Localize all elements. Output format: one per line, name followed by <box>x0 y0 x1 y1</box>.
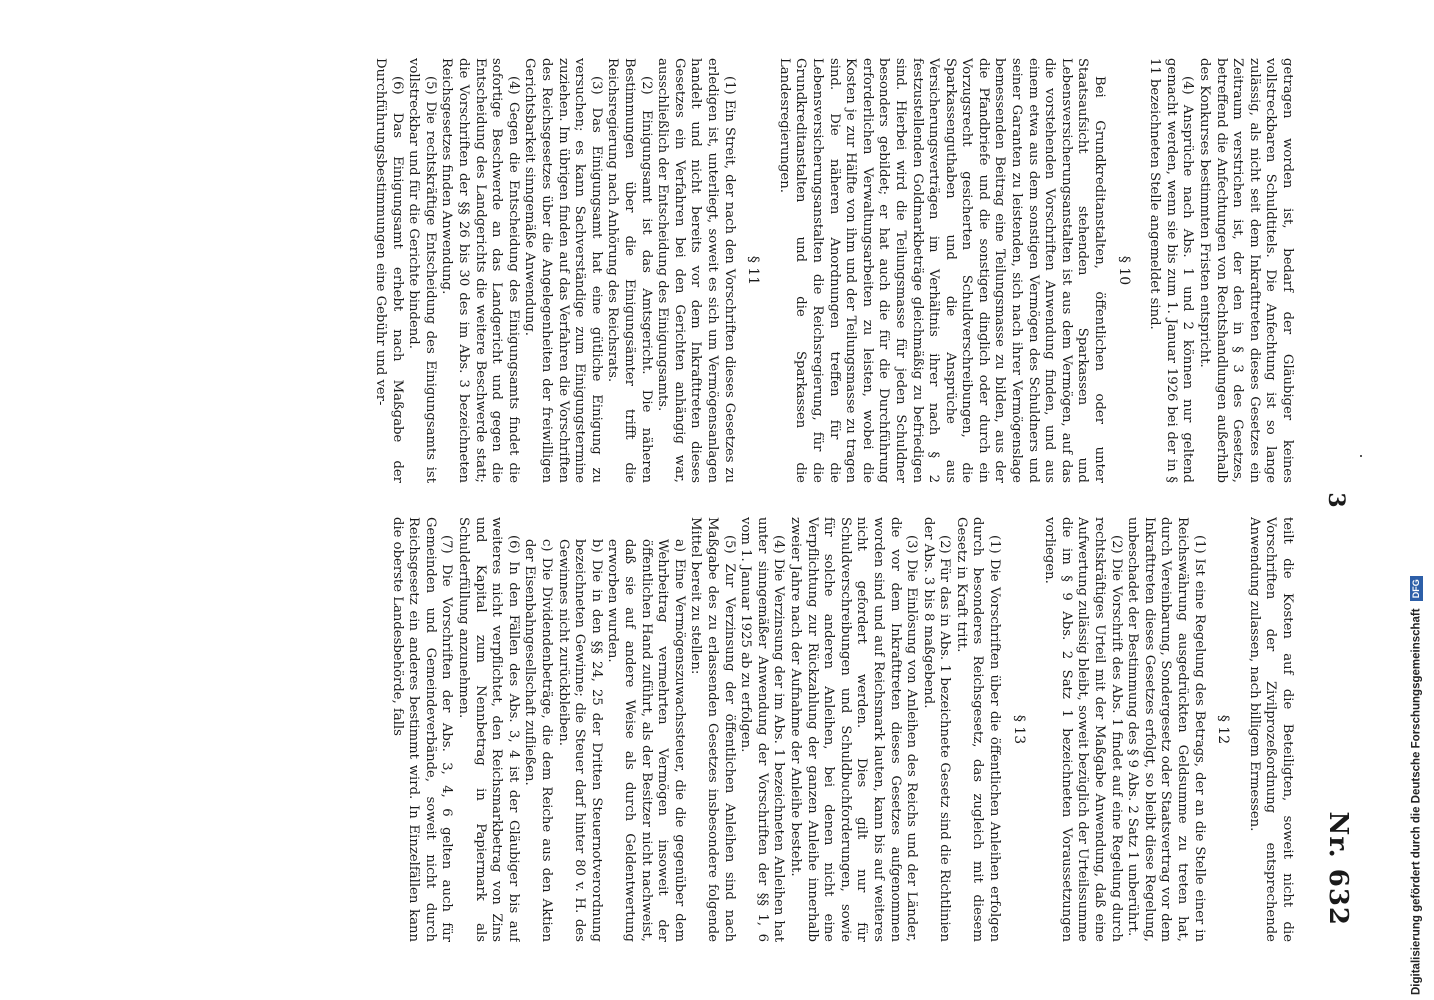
paragraph: teilt die Kosten auf die Beteiligten, soweit nicht die Vorschriften der Zivilprozeßordnung entsprechende Anwendung zulassen, nach billigem Ermessen. <box>1246 517 1295 942</box>
page-header <box>1295 58 1355 942</box>
paragraph: (4) Die Verzinsung der im Abs. 1 bezeichneten Anleihen hat unter sinngemäßer Anwendung der Vorschriften der §§ 1, 6 vom 1. Januar 1925 ab zu erfolgen. <box>738 517 787 942</box>
column-left <box>40 58 1295 483</box>
paragraph: (6) Das Einigungsamt erhebt nach Maßgabe der Durchführungsbestimmungen eine Gebühr und ver- <box>373 58 405 483</box>
section-heading: § 10 <box>1115 255 1132 286</box>
paragraph: (2) Die Vorschrift des Abs. 1 findet auf eine Regelung durch rechtskräftiges Urteil mit der Maßgabe Anwendung, daß eine Aufwertung zulässig bleibt, soweit bezüglich der Urteilssumme die im § 9 Abs. 2 Satz 1 bezeichneten Voraussetzungen vorliegen. <box>1042 517 1124 942</box>
scan-speck <box>1360 455 1362 457</box>
issue-number: Nr. 632 <box>1323 811 1353 926</box>
digitization-note <box>1410 576 1423 995</box>
page-number: 3 <box>1323 492 1349 508</box>
dfg-logo-icon: DFG <box>1410 576 1423 601</box>
section-heading: § 11 <box>745 255 762 286</box>
paragraph: (5) Die rechtskräftige Entscheidung des Einigungsamts ist vollstreckbar und für die Gerichte bindend. <box>406 58 438 483</box>
paragraph: getragen worden ist, bedarf der Gläubiger keines vollstreckbaren Schuldtitels. Die Anfechtung ist so lange zulässig, als nicht seit dem Inkrafttreten dieses Gesetzes ein Zeitraum verstrichen ist, der den in § 3 des Gesetzes, betreffend die Anfechtungen von Rechtshandlungen außerhalb des Konkurses bestimmten Fristen entspricht. <box>1197 58 1295 483</box>
list-item: b) Die in den §§ 24, 25 der Dritten Steuernotverordnung bezeichneten Gewinne; die Steuer darf hinter 80 v. H. des Gewinnes nicht zurückbleiben. <box>555 539 604 942</box>
list-item: c) Die Dividendenbeträge, die dem Reiche aus den Aktien der Eisenbahngesellschaft zufließen. <box>522 539 555 942</box>
paragraph: (2) Einigungsamt ist das Amtsgericht. Die näheren Bestimmungen über die Einigungsämter trifft die Reichsregierung nach Anhörung des Reichsrats. <box>605 58 654 483</box>
paragraph: (5) Zur Verzinsung der öffentlichen Anleihen sind nach Maßgabe des zu erlassenden Gesetzes insbesondere folgende Mittel bereit zu stellen: <box>688 517 737 942</box>
digitization-note-text: Digitalisierung gefördert durch die Deutsche Forschungsgemeinschaft <box>1410 608 1423 995</box>
paragraph: (6) In den Fällen des Abs. 3, 4 ist der Gläubiger bis auf weiteres nicht verpflichtet, den Reichsmarkbetrag von Zins und Kapital zum Nennbetrag in Papiermark als Schulderfüllung anzunehmen. <box>456 517 521 942</box>
section-heading: § 13 <box>1010 714 1027 745</box>
list-item: a) Eine Vermögenszuwachssteuer, die die gegenüber dem Wehrbeitrag vermehrten Vermögen insoweit der öffentlichen Hand zuführt, als der Besitzer nicht nachweist, daß sie auf andere Weise als durch Geldentwertung erworben wurden. <box>605 539 687 942</box>
section-heading: § 12 <box>1215 714 1232 745</box>
paragraph: (1) Ein Streit, der nach den Vorschriften dieses Gesetzes zu erledigen ist, unterliegt, soweit es sich um Vermögensanlagen handelt und nicht bereits vor dem Inkrafttreten dieses Gesetzes ein Verfahren bei den Gerichten anhängig war, ausschließlich der Entscheidung des Einigungsamts. <box>655 58 737 483</box>
paragraph: (1) Die Vorschriften über die öffentlichen Anleihen erfolgen durch besonderes Reichsgesetz, das zugleich mit diesem Gesetz in Kraft tritt. <box>953 517 1003 942</box>
paragraph: (4) Gegen die Entscheidung des Einigungsamts findet die sofortige Beschwerde an das Landgericht und gegen die Entscheidung des Landgerichts die weitere Beschwerde statt; die Vorschriften der §§ 26 bis 30 des im Abs. 3 bezeichneten Reichsgesetzes finden Anwendung. <box>439 58 521 483</box>
paragraph: Bei Grundkreditanstalten, öffentlichen oder unter Staatsaufsicht stehenden Sparkassen und Lebensversicherungsanstalten ist aus dem Vermögen, auf das die vorstehenden Vorschriften Anwendung finden, und aus einem etwa aus dem sonstigen Vermögen des Schuldners und seiner Garanten zu leistenden, sich nach ihrer Vermögenslage bemessenden Beitrag eine Teilungsmasse zu bilden, aus der die Pfandbriefe und die sonstigen dinglich oder durch ein Vorzugsrecht gesicherten Schuldverschreibungen, die Sparkassenguthaben und die Ansprüche aus Versicherungsverträgen im Verhältnis ihrer nach § 2 festzustellenden Goldmarkbeträge gleichmäßig zu befriedigen sind. Hierbei wird die Teilungsmasse für jeden Schuldner besonders gebildet; er hat auch die für die Durchführung erforderlichen Verwaltungsarbeiten zu leisten, wobei die Kosten je zur Hälfte von ihm und der Teilungsmasse zu tragen sind. Die näheren Anordnungen treffen für die Lebensversicherungsanstalten die Reichsregierung, für die Grundkreditanstalten und die Sparkassen die Landesregierungen. <box>776 58 1108 483</box>
paragraph: (3) Die Einlösung von Anleihen des Reichs und der Länder, die vor dem Inkrafttreten dieses Gesetzes aufgenommen worden sind und auf Reichsmark lauten, kann bis auf weiteres nicht gefordert werden. Dies gilt nur für Schuldverschreibungen und Schuldbuchforderungen, sowie für solche anderen Anleihen, bei denen nicht eine Verpflichtung zur Rückzahlung der ganzen Anleihe innerhalb zweier Jahre nach der Aufnahme der Anleihe besteht. <box>787 517 920 942</box>
paragraph: (3) Das Einigungsamt hat eine gütliche Einigung zu versuchen; es kann Sachverständige zum Einigungstermine zuziehen. Im übrigen finden auf das Verfahren die Vorschriften des Reichsgesetzes über die Angelegenheiten der freiwilligen Gerichtsbarkeit sinngemäße Anwendung. <box>522 58 604 483</box>
paragraph: (7) Die Vorschriften der Abs. 3, 4, 6 gelten auch für Gemeinden und Gemeindeverbände, soweit nicht durch Reichsgesetz ein anderes bestimmt wird. In Einzelfällen kann die oberste Landesbehörde, falls <box>389 517 455 942</box>
paragraph: (2) Für das in Abs. 1 bezeichnete Gesetz sind die Richtlinien der Abs. 3 bis 8 maßgebend. <box>920 517 953 942</box>
text-columns <box>40 58 1295 942</box>
paragraph: (1) Ist eine Regelung des Betrags, der an die Stelle einer in Reichswährung ausgedrückten Geldsumme zu treten hat, durch Vereinbarung, Sondergesetz oder Staatsvertrag vor dem Inkrafttreten dieses Gesetzes erfolgt, so bleibt diese Regelung, unbeschadet der Bestimmung des § 9 Abs. 2 Satz 1 unberührt. <box>1125 517 1207 942</box>
paragraph: (4) Ansprüche nach Abs. 1 und 2 können nur geltend gemacht werden, wenn sie bis zum 1. Januar 1926 bei der in § 11 bezeichneten Stelle angemeldet sind. <box>1147 58 1196 483</box>
column-right <box>40 517 1295 942</box>
digitization-sidebar <box>1406 0 1430 1000</box>
